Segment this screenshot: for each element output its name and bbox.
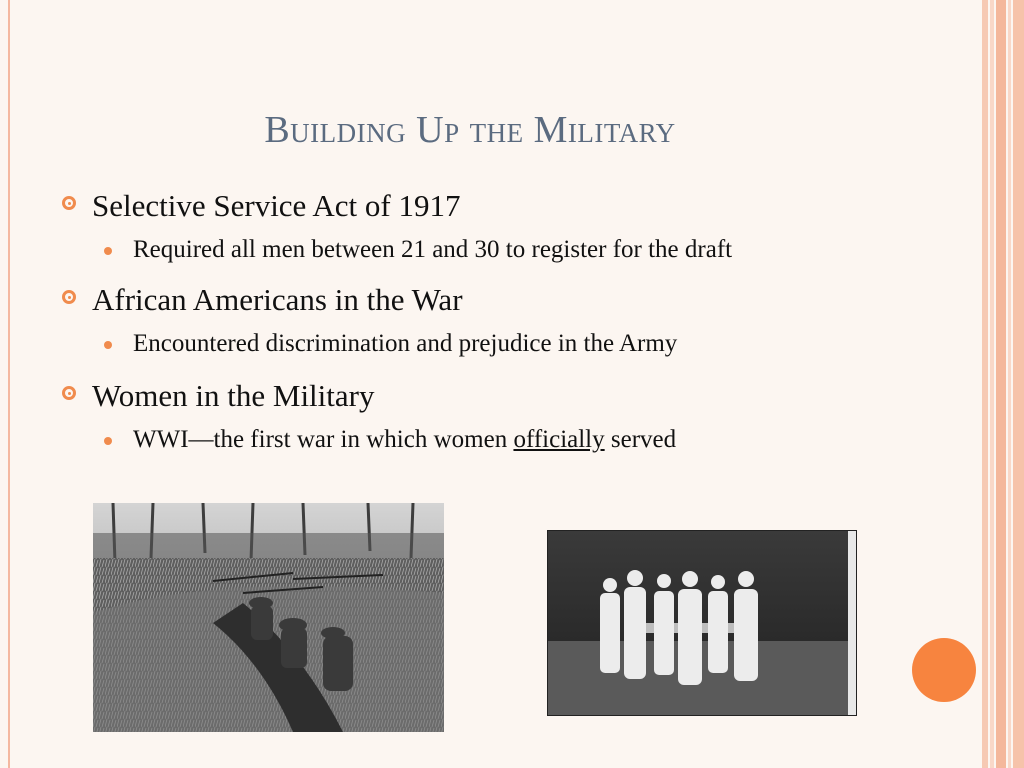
bullet-text: Women in the Military xyxy=(92,378,375,413)
sub-bullet-text: Encountered discrimination and prejudice in the Army xyxy=(133,330,678,357)
bullet-selective-service xyxy=(62,188,912,224)
bullet-text: African Americans in the War xyxy=(92,282,463,317)
dot-bullet-icon xyxy=(104,422,133,445)
underlined-word: officially xyxy=(513,426,605,453)
ring-bullet-icon xyxy=(62,378,92,400)
bullet-text: Selective Service Act of 1917 xyxy=(92,188,461,223)
bullet-african-americans xyxy=(62,282,912,318)
sub-bullet-draft xyxy=(104,232,912,268)
dot-bullet-icon xyxy=(104,232,133,255)
sub-bullet-wwi-women xyxy=(104,422,912,458)
right-stripe-decoration xyxy=(982,0,1024,768)
nurses-stretcher-photo xyxy=(547,530,857,716)
sub-bullet-text: Required all men between 21 and 30 to register for the draft xyxy=(133,236,733,263)
ring-bullet-icon xyxy=(62,188,92,210)
sub-bullet-discrimination xyxy=(104,326,912,362)
soldiers-trench-photo xyxy=(93,503,444,732)
bullet-list xyxy=(62,188,912,458)
sub-bullet-text: WWI—the first war in which women officially served xyxy=(133,426,677,453)
bullet-women-military xyxy=(62,378,912,414)
decorative-orange-circle xyxy=(912,638,976,702)
dot-bullet-icon xyxy=(104,326,133,349)
ring-bullet-icon xyxy=(62,282,92,304)
slide-title: Building Up the Military xyxy=(264,109,676,151)
